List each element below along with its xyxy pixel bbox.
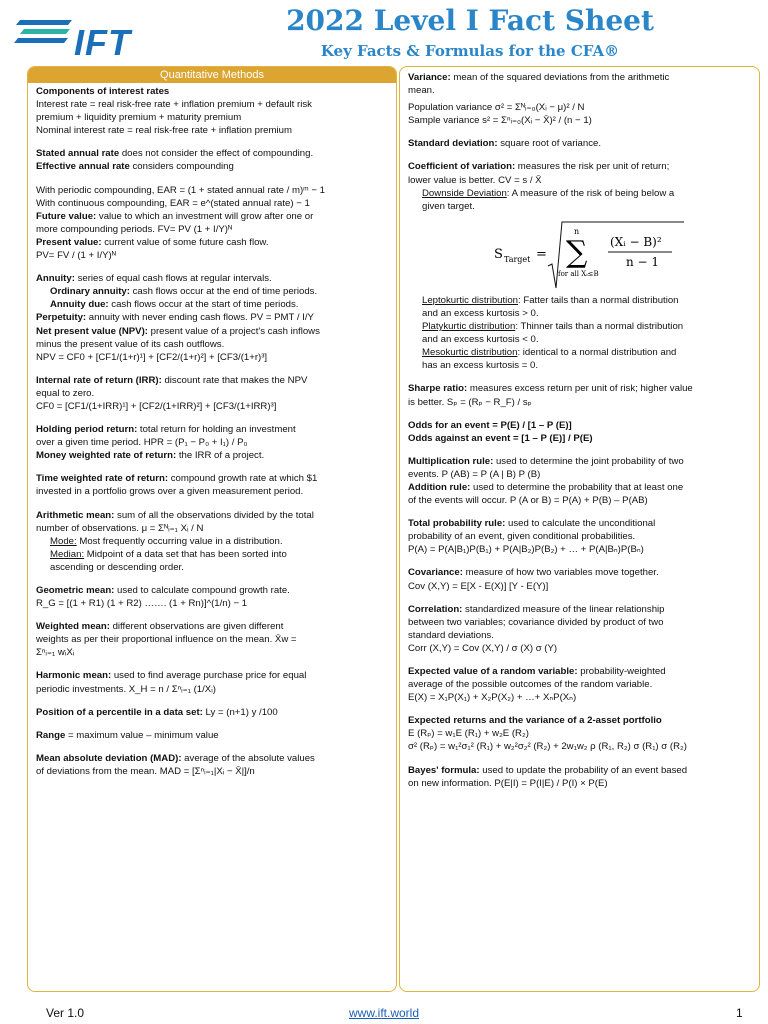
left-column: [27, 66, 397, 992]
arithmetic-mean-block: [36, 509, 388, 574]
text-line: minus the present value of its cash outflows.: [36, 338, 225, 350]
logo-stripes-icon: [14, 14, 74, 50]
text-line: invested in a portfolio grows over a given measurement period.: [36, 486, 304, 498]
sharpe-block: [408, 382, 751, 408]
twrr-block: [36, 472, 388, 498]
sum-upper-limit: n: [574, 226, 580, 236]
text-line: more compounding periods. FV= PV (1 + I/Y)ᴺ: [36, 223, 233, 235]
definition: the IRR of a project.: [176, 450, 265, 462]
term: Covariance:: [408, 567, 463, 579]
formula-line: Population variance σ² = Σᴺᵢ₌₀(Xᵢ − μ)² / N: [408, 102, 585, 114]
term: Correlation:: [408, 603, 463, 615]
term: Mesokurtic distribution: [422, 347, 518, 359]
text-line: equal to zero.: [36, 387, 95, 399]
term: Arithmetic mean:: [36, 509, 115, 521]
bayes-block: [408, 764, 751, 790]
target-semideviation-svg: [488, 216, 688, 294]
formula-line: With continuous compounding, EAR = e^(stated annual rate) − 1: [36, 197, 310, 209]
text-line: premium + liquidity premium + maturity premium: [36, 112, 242, 124]
weighted-mean-block: [36, 620, 388, 659]
page-number: 1: [736, 1006, 743, 1020]
term: Annuity due:: [50, 299, 109, 311]
cv-block: [408, 160, 751, 212]
term: Weighted mean:: [36, 621, 110, 633]
definition: present value of a project's cash inflows: [147, 325, 320, 337]
term: Range: [36, 729, 66, 741]
annual-rate-block: [36, 147, 388, 173]
term: Perpetuity:: [36, 312, 87, 324]
term: Mean absolute deviation (MAD):: [36, 752, 182, 764]
formula-line: CF0 = [CF1/(1+IRR)¹] + [CF2/(1+IRR)²] + [CF3/(1+IRR)³]: [36, 400, 277, 412]
ift-logo: [14, 14, 164, 63]
term: Present value:: [36, 236, 102, 248]
term: Position of a percentile in a data set:: [36, 706, 203, 718]
variance-block: [408, 71, 751, 127]
formula-line: E (Rₚ) = w₁E (R₁) + w₂E (R₂): [408, 728, 529, 740]
term: Platykurtic distribution: [422, 321, 516, 333]
definition: used to calculate the unconditional: [505, 518, 656, 530]
formula-line: lower value is better. CV = s / X̄: [408, 174, 542, 186]
interest-rates-block: [36, 85, 388, 137]
term: Holding period return:: [36, 424, 138, 436]
geometric-mean-block: [36, 584, 388, 610]
definition: average of the absolute values: [181, 752, 315, 764]
text-line: between two variables; covariance divided by product of two: [408, 616, 664, 628]
page-subtitle: Key Facts & Formulas for the CFA®: [320, 42, 620, 60]
term: Ordinary annuity:: [50, 286, 130, 298]
definition: = maximum value – minimum value: [65, 729, 219, 741]
term: Leptokurtic distribution: [422, 294, 518, 306]
formula-lhs-sub: Target: [504, 254, 531, 264]
definition: : A measure of the risk of being below a: [506, 187, 675, 199]
term: Net present value (NPV):: [36, 325, 148, 337]
term: Total probability rule:: [408, 518, 506, 530]
term: Downside Deviation: [422, 187, 507, 199]
definition: discount rate that makes the NPV: [161, 374, 308, 386]
text-line: has an excess kurtosis = 0.: [422, 360, 538, 372]
definition: total return for holding an investment: [137, 424, 296, 436]
sum-lower-limit: for all Xᵢ≤B: [558, 269, 599, 278]
section-heading: Quantitative Methods: [28, 67, 396, 83]
text-line: average of the possible outcomes of the random variable.: [408, 679, 653, 691]
formula-line: over a given time period. HPR = (P₁ − P₀ + I₁) / P₀: [36, 437, 248, 449]
term: Internal rate of return (IRR):: [36, 374, 162, 386]
term: Expected returns and the variance of a 2-asset portfolio: [408, 715, 662, 727]
text-line: given target.: [422, 200, 475, 212]
term: Future value:: [36, 210, 97, 222]
mad-block: [36, 752, 388, 778]
formula-line: Cov (X,Y) = E[X - E(X)] [Y - E(Y)]: [408, 580, 549, 592]
term: Multiplication rule:: [408, 455, 494, 467]
text-line: Interest rate = real risk-free rate + inflation premium + default risk: [36, 99, 312, 111]
term: Harmonic mean:: [36, 670, 112, 682]
formula-line: R_G = [(1 + R1) (1 + R2) ……. (1 + Rn)]^(1/n) − 1: [36, 598, 248, 610]
term: Expected value of a random variable:: [408, 666, 578, 677]
term: Annuity:: [36, 273, 75, 285]
page-title: 2022 Level I Fact Sheet: [286, 4, 654, 37]
version-label: Ver 1.0: [46, 1006, 85, 1020]
formula-line: is better. Sₚ = (Rₚ − R_F) / sₚ: [408, 396, 532, 408]
portfolio-block: [408, 714, 751, 753]
harmonic-mean-block: [36, 669, 388, 695]
formula-line: P(A) = P(A|B₁)P(B₁) + P(A|B₂)P(B₂) + … + P(A|Bₙ)P(Bₙ): [408, 544, 644, 556]
term: Standard deviation:: [408, 138, 498, 150]
logo-text: IFT: [74, 22, 131, 63]
definition: standardized measure of the linear relationship: [462, 603, 665, 615]
definition: : identical to a normal distribution and: [517, 347, 677, 359]
text-line: standard deviations.: [408, 629, 494, 641]
text-line: Nominal interest rate = real risk-free rate + inflation premium: [36, 125, 292, 137]
formula-line: Σⁿᵢ₌₁ wᵢXᵢ: [36, 647, 75, 659]
term: Addition rule:: [408, 481, 471, 493]
term: Variance:: [408, 72, 451, 83]
definition: sum of all the observations divided by the total: [114, 509, 314, 521]
definition: cash flows occur at the end of time periods.: [129, 286, 318, 298]
text-line: mean.: [408, 85, 435, 97]
right-column: [399, 66, 760, 992]
irr-block: [36, 374, 388, 413]
term: Geometric mean:: [36, 585, 115, 596]
formula-line: periodic investments. X_H = n / Σⁿᵢ₌₁ (1/Xᵢ): [36, 683, 216, 695]
definition: mean of the squared deviations from the arithmetic: [450, 72, 670, 83]
expected-value-block: [408, 665, 751, 704]
percentile-block: [36, 706, 388, 719]
formula-line: number of observations. μ = Σᴺᵢ₌₁ Xᵢ / N: [36, 522, 204, 534]
definition: annuity with never ending cash flows. PV = PMT / I/Y: [86, 312, 314, 324]
definition: used to determine the joint probability of two: [493, 455, 684, 467]
definition: probability-weighted: [577, 666, 666, 677]
text-line: and an excess kurtosis < 0.: [422, 334, 539, 346]
tvm-block: [36, 184, 388, 263]
definition: : Fatter tails than a normal distribution: [518, 294, 679, 306]
text-line: weights as per their proportional influence on the mean. X̄w =: [36, 634, 297, 646]
definition: different observations are given different: [109, 621, 284, 633]
odds-block: [408, 419, 751, 445]
term: Coefficient of variation:: [408, 161, 516, 173]
text-line: ascending or descending order.: [50, 561, 184, 573]
total-probability-block: [408, 517, 751, 556]
definition: used to update the probability of an event based: [479, 764, 688, 776]
website-link[interactable]: www.ift.world: [348, 1006, 419, 1020]
term: Sharpe ratio:: [408, 383, 468, 395]
definition: considers compounding: [129, 161, 234, 173]
definition: compound growth rate at which $1: [168, 473, 318, 485]
probability-rules-block: [408, 455, 751, 507]
correlation-block: [408, 603, 751, 655]
formula-line: events. P (AB) = P (A | B) P (B): [408, 468, 541, 480]
header: [0, 0, 768, 66]
formula-line: of the events will occur. P (A or B) = P(A) + P(B) – P(AB): [408, 495, 648, 507]
definition: Most frequently occurring value in a distribution.: [76, 535, 283, 547]
annuity-block: [36, 272, 388, 364]
formula-line: Odds against an event = [1 – P (E)] / P(E): [408, 432, 593, 444]
formula-line: of deviations from the mean. MAD = [Σⁿᵢ₌₁|Xᵢ − X̄|]/n: [36, 765, 255, 777]
definition: Ly = (n+1) y /100: [202, 706, 278, 718]
definition: does not consider the effect of compounding.: [119, 148, 314, 160]
formula-line: E(X) = X₁P(X₁) + X₂P(X₂) + …+ XₙP(Xₙ): [408, 692, 577, 704]
covariance-block: [408, 566, 751, 592]
text-line: and an excess kurtosis > 0.: [422, 307, 539, 319]
equals-sign: =: [536, 246, 547, 262]
downside-deviation-formula: [408, 216, 751, 294]
term: Stated annual rate: [36, 148, 120, 160]
formula-numerator: (Xᵢ − B)²: [610, 234, 662, 249]
formula-lhs: S: [494, 246, 503, 262]
formula-line: With periodic compounding, EAR = (1 + stated annual rate / m)ᵐ − 1: [36, 184, 325, 196]
definition: used to determine the probability that at least one: [470, 481, 684, 493]
term: Effective annual rate: [36, 161, 130, 173]
formula-line: σ² (Rₚ) = w₁²σ₁² (R₁) + w₂²σ₂² (R₂) + 2w₁w₂ ρ (R₁, R₂) σ (R₁) σ (R₂): [408, 741, 687, 753]
formula-line: PV= FV / (1 + I/Y)ᴺ: [36, 250, 116, 262]
formula-line: on new information. P(E|I) = P(I|E) / P(I) × P(E): [408, 777, 608, 789]
definition: measures excess return per unit of risk; higher value: [467, 383, 693, 395]
sigma-icon: ∑: [566, 234, 588, 270]
definition: square root of variance.: [497, 138, 602, 150]
definition: measures the risk per unit of return;: [515, 161, 670, 173]
kurtosis-block: [408, 294, 751, 373]
term: Time weighted rate of return:: [36, 473, 169, 485]
definition: used to calculate compound growth rate.: [114, 585, 290, 596]
term: Bayes' formula:: [408, 764, 480, 776]
std-dev-block: [408, 137, 751, 150]
definition: : Thinner tails than a normal distribution: [515, 321, 684, 333]
formula-line: NPV = CF0 + [CF1/(1+r)¹] + [CF2/(1+r)²] + [CF3/(1+r)³]: [36, 351, 268, 363]
formula-line: Odds for an event = P(E) / [1 – P (E)]: [408, 419, 572, 431]
formula-denominator: n − 1: [626, 254, 660, 269]
term: Money weighted rate of return:: [36, 450, 177, 462]
definition: used to find average purchase price for equal: [111, 670, 307, 682]
definition: value to which an investment will grow after one or: [96, 210, 314, 222]
formula-line: Sample variance s² = Σⁿᵢ₌₀(Xᵢ − X̄)² / (n − 1): [408, 115, 592, 127]
definition: measure of how two variables move together.: [462, 567, 659, 579]
definition: cash flows occur at the start of time periods.: [108, 299, 299, 311]
term: Mode:: [50, 535, 77, 547]
footer: [0, 1002, 768, 1024]
formula-line: Corr (X,Y) = Cov (X,Y) / σ (X) σ (Y): [408, 642, 558, 654]
term: Median:: [50, 548, 85, 560]
text-line: probability of an event, given conditional probabilities.: [408, 531, 636, 543]
definition: Midpoint of a data set that has been sorted into: [84, 548, 287, 560]
block-title: Components of interest rates: [36, 86, 170, 97]
definition: series of equal cash flows at regular intervals.: [74, 273, 272, 285]
hpr-block: [36, 423, 388, 462]
range-block: [36, 729, 388, 742]
definition: current value of some future cash flow.: [101, 236, 269, 248]
